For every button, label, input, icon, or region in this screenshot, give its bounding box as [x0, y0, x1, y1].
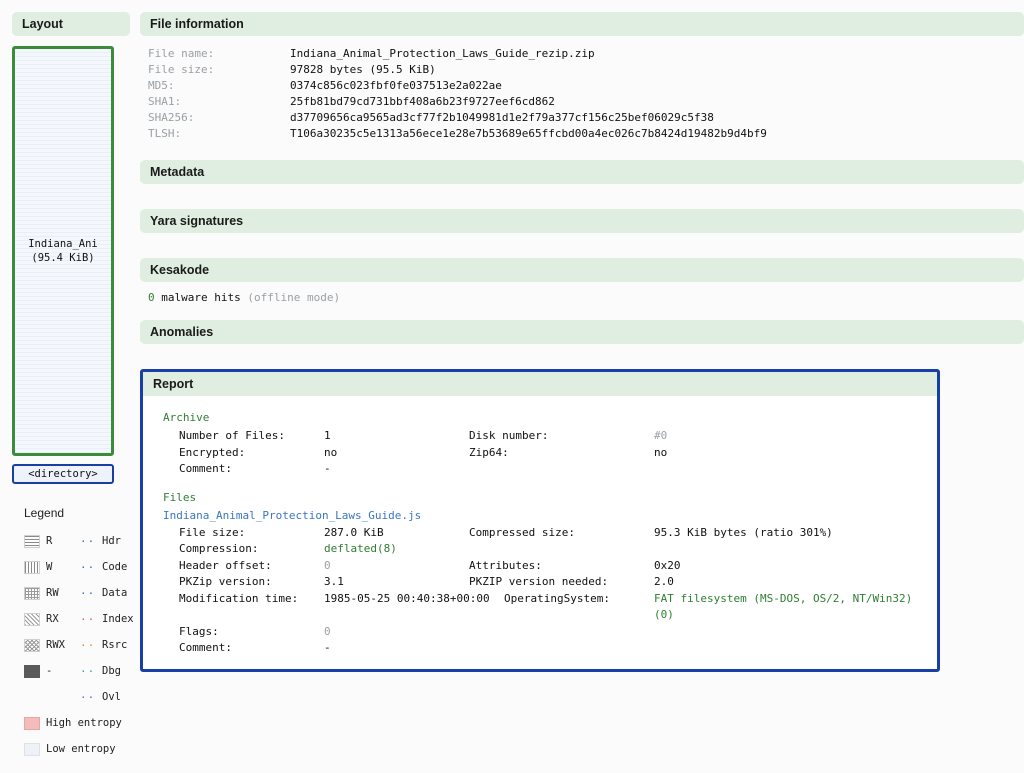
row-value-2: #0 — [654, 429, 668, 443]
row-key: SHA1: — [148, 94, 182, 108]
legend-row — [12, 632, 130, 658]
file-information-header[interactable]: File information — [140, 12, 1024, 36]
legend-right-label: Hdr — [102, 535, 121, 547]
row-value-2: 0x20 — [654, 558, 681, 572]
table-row — [140, 78, 1024, 94]
archived-file-name[interactable]: Indiana_Animal_Protection_Laws_Guide.js — [163, 509, 422, 523]
legend-right-label: Index — [102, 613, 134, 625]
row-value: 97828 bytes (95.5 KiB) — [290, 62, 436, 76]
table-row — [149, 541, 931, 558]
legend-left-label: W — [46, 561, 53, 573]
dots-index-icon: ·· — [80, 612, 96, 626]
perm-w-icon — [24, 561, 40, 574]
row-key-2 — [469, 624, 654, 641]
row-value: 1 — [324, 429, 331, 443]
row-value-2: no — [654, 445, 668, 459]
perm-rx-icon — [24, 613, 40, 626]
legend-left-label: RWX — [46, 639, 65, 651]
layout-section-header: Layout — [12, 12, 130, 36]
dots-code-icon: ·· — [80, 560, 96, 574]
row-value: 3.1 — [324, 575, 344, 589]
row-key: PKZip version: — [179, 575, 272, 589]
table-row — [149, 461, 931, 478]
files-group-title: Files — [163, 490, 197, 504]
file-layout-map[interactable] — [12, 46, 114, 456]
legend-title: Legend — [24, 506, 65, 520]
layout-block-label: Indiana_Ani (95.4 KiB) — [28, 237, 98, 264]
row-value: - — [324, 462, 331, 476]
row-key: TLSH: — [148, 126, 182, 140]
row-value-2: 2.0 — [654, 575, 674, 589]
row-key-2: Compressed size: — [469, 525, 575, 539]
perm-r-icon — [24, 535, 40, 548]
dots-data-icon: ·· — [80, 586, 96, 600]
spacer — [149, 478, 931, 490]
row-key: Flags: — [179, 624, 219, 638]
legend-left-label: R — [46, 535, 53, 547]
directory-chip[interactable]: <directory> — [12, 464, 114, 484]
row-key-2: Attributes: — [469, 558, 542, 572]
legend-high-entropy — [12, 710, 130, 736]
yara-panel — [140, 209, 1024, 233]
perm-rw-icon — [24, 587, 40, 600]
table-row — [149, 558, 931, 575]
legend — [12, 528, 134, 762]
row-value: - — [324, 641, 331, 655]
low-entropy-swatch-icon — [24, 743, 40, 756]
row-value-2 — [654, 541, 931, 558]
legend-right-label: Data — [102, 587, 128, 599]
table-row — [149, 624, 931, 641]
table-row — [140, 62, 1024, 78]
dots-hdr-icon: ·· — [80, 534, 96, 548]
row-value: Indiana_Animal_Protection_Laws_Guide_rezip.zip — [290, 47, 595, 60]
legend-right-label: Code — [102, 561, 128, 573]
row-value-2 — [654, 461, 931, 478]
high-entropy-label: High entropy — [46, 717, 122, 729]
layout-sidebar — [12, 12, 134, 762]
dots-rsrc-icon: ·· — [80, 638, 96, 652]
row-value-2: FAT filesystem (MS-DOS, OS/2, NT/Win32)(0) — [654, 591, 913, 622]
row-key: Comment: — [179, 462, 232, 476]
archive-group-title: Archive — [163, 410, 210, 424]
perm-blank-icon — [24, 691, 40, 704]
yara-header[interactable]: Yara signatures — [140, 209, 1024, 233]
row-key: MD5: — [148, 78, 175, 92]
table-row — [149, 574, 931, 591]
table-row — [140, 46, 1024, 62]
legend-left-label: - — [46, 665, 53, 677]
row-key-2: Zip64: — [469, 445, 509, 459]
row-key: File name: — [148, 47, 215, 60]
legend-row — [12, 658, 130, 684]
legend-row — [12, 684, 130, 710]
kesakode-header[interactable]: Kesakode — [140, 258, 1024, 282]
report-panel — [140, 369, 940, 672]
legend-row — [12, 554, 130, 580]
row-value: deflated(8) — [324, 542, 397, 556]
row-value: 287.0 KiB — [324, 525, 384, 539]
row-value: 0374c856c023fbf0fe037513e2a022ae — [290, 78, 502, 92]
anomalies-header[interactable]: Anomalies — [140, 320, 1024, 344]
legend-right-label: Ovl — [102, 691, 121, 703]
row-key: Number of Files: — [179, 429, 285, 443]
kesakode-mode: (offline mode) — [247, 290, 341, 304]
row-value: 0 — [324, 624, 331, 638]
table-row — [149, 591, 931, 624]
row-key-2: OperatingSystem: — [504, 591, 610, 605]
file-information-panel — [140, 12, 1024, 142]
metadata-header[interactable]: Metadata — [140, 160, 1024, 184]
legend-row — [12, 580, 130, 606]
table-row — [140, 110, 1024, 126]
row-value-2: 95.3 KiB bytes (ratio 301%) — [654, 525, 833, 539]
table-row — [149, 428, 931, 445]
legend-row — [12, 606, 134, 632]
row-value: 0 — [324, 558, 331, 572]
row-value-2 — [654, 640, 931, 657]
high-entropy-swatch-icon — [24, 717, 40, 730]
table-row — [149, 445, 931, 462]
kesakode-hit-count: 0 — [148, 290, 155, 304]
kesakode-hit-label: malware hits — [161, 290, 241, 304]
row-key: Encrypted: — [179, 445, 246, 459]
row-key-2: Disk number: — [469, 429, 549, 443]
row-value: no — [324, 445, 338, 459]
row-key: File size: — [179, 525, 246, 539]
legend-left-label: RW — [46, 587, 59, 599]
row-value: d37709656ca9565ad3cf77f2b1049981d1e2f79a377cf156c25bef06029c5f38 — [290, 110, 714, 124]
row-key-2 — [469, 461, 654, 478]
row-key: Header offset: — [179, 558, 272, 572]
table-row — [140, 94, 1024, 110]
file-information-table — [140, 46, 1024, 142]
legend-row — [12, 528, 130, 554]
row-value: T106a30235c5e1313a56ece1e28e7b53689e65ffcbd00a4ec026c7b8424d19482b9d4bf9 — [290, 126, 767, 140]
row-key: Compression: — [179, 542, 259, 556]
row-key: Modification time: — [179, 591, 299, 605]
legend-right-label: Dbg — [102, 665, 121, 677]
table-row — [149, 525, 931, 542]
perm-rwx-icon — [24, 639, 40, 652]
dots-ovl-icon: ·· — [80, 690, 96, 704]
legend-low-entropy — [12, 736, 130, 762]
row-key: Comment: — [179, 641, 232, 655]
main-content — [140, 12, 1024, 672]
metadata-panel — [140, 160, 1024, 184]
row-key: File size: — [148, 62, 215, 76]
dots-dbg-icon: ·· — [80, 664, 96, 678]
table-row — [140, 126, 1024, 142]
table-row — [149, 640, 931, 657]
report-header[interactable]: Report — [143, 372, 937, 396]
row-value-2 — [654, 624, 931, 641]
legend-right-label: Rsrc — [102, 639, 128, 651]
kesakode-panel — [140, 258, 1024, 306]
low-entropy-label: Low entropy — [46, 743, 116, 755]
kesakode-body — [140, 282, 1024, 306]
legend-left-label: RX — [46, 613, 59, 625]
row-key-2 — [469, 640, 654, 657]
row-value: 1985-05-25 00:40:38+00:00 — [324, 591, 490, 605]
row-key-2: PKZIP version needed: — [469, 575, 609, 589]
row-key: SHA256: — [148, 110, 195, 124]
perm-none-icon — [24, 665, 40, 678]
row-key-2 — [469, 541, 654, 558]
report-body — [143, 396, 937, 669]
anomalies-panel — [140, 320, 1024, 344]
row-value: 25fb81bd79cd731bbf408a6b23f9727eef6cd862 — [290, 94, 555, 108]
